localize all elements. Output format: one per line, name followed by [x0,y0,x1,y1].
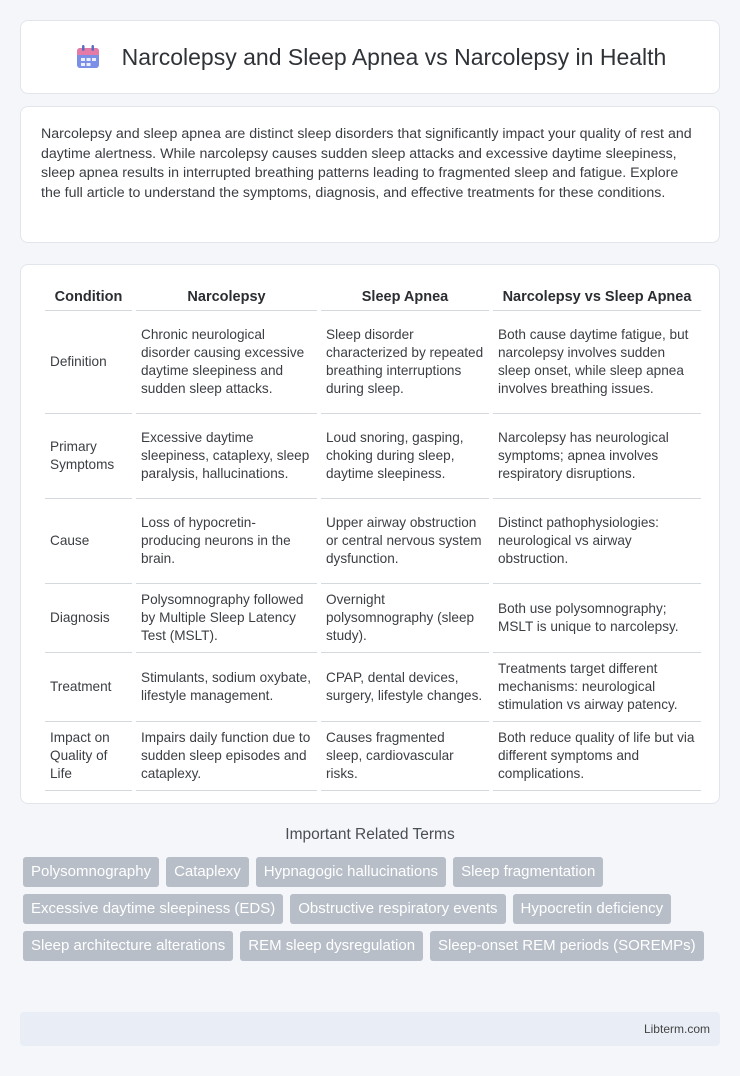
table-row [45,584,701,653]
column-header: Narcolepsy vs Sleep Apnea [493,285,701,311]
row-label: Treatment [45,653,132,722]
table-cell: Loss of hypocretin-producing neurons in the brain. [136,499,317,584]
column-header: Condition [45,285,132,311]
table-cell: Chronic neurological disorder causing excessive daytime sleepiness and sudden sleep attacks. [136,311,317,414]
table-cell: Sleep disorder characterized by repeated breathing interruptions during sleep. [321,311,489,414]
table-cell: Both use polysomnography; MSLT is unique to narcolepsy. [493,584,701,653]
comparison-table-card [20,264,720,804]
table-cell: Causes fragmented sleep, cardiovascular risks. [321,722,489,791]
table-cell: Narcolepsy has neurological symptoms; apnea involves respiratory disruptions. [493,414,701,499]
page-title: Narcolepsy and Sleep Apnea vs Narcolepsy in Health [121,43,667,70]
footer-site-link[interactable]: Libterm.com [643,1022,710,1036]
table-cell: Treatments target different mechanisms: neurological stimulation vs airway patency. [493,653,701,722]
related-term-tag[interactable]: REM sleep dysregulation [240,931,423,961]
row-label: Impact on Quality of Life [45,722,132,791]
table-cell: Excessive daytime sleepiness, cataplexy, sleep paralysis, hallucinations. [136,414,317,499]
table-cell: Both cause daytime fatigue, but narcolepsy involves sudden sleep onset, while sleep apnea involves breathing issues. [493,311,701,414]
row-label: Definition [45,311,132,414]
column-header: Sleep Apnea [321,285,489,311]
table-row [45,499,701,584]
table-cell: Polysomnography followed by Multiple Sleep Latency Test (MSLT). [136,584,317,653]
related-term-tag[interactable]: Sleep architecture alterations [23,931,233,961]
table-cell: Upper airway obstruction or central nervous system dysfunction. [321,499,489,584]
table-cell: Loud snoring, gasping, choking during sleep, daytime sleepiness. [321,414,489,499]
table-row [45,311,701,414]
footer [20,1012,720,1046]
table-cell: Distinct pathophysiologies: neurological vs airway obstruction. [493,499,701,584]
related-term-tag[interactable]: Polysomnography [23,857,159,887]
row-label: Diagnosis [45,584,132,653]
table-header-row [45,285,701,311]
table-row [45,653,701,722]
related-terms-list [23,857,723,961]
related-term-tag[interactable]: Sleep-onset REM periods (SOREMPs) [430,931,704,961]
row-label: Cause [45,499,132,584]
intro-text: Narcolepsy and sleep apnea are distinct sleep disorders that significantly impact your quality of rest and daytime alertness. While narcolepsy causes sudden sleep attacks and excessive daytime sleepiness, sleep apnea results in interrupted breathing patterns leading to fragmented sleep and fatigue. Explore the full article to understand the symptoms, diagnosis, and effective treatments for these conditions. [41,126,692,201]
table-row [45,414,701,499]
header-card [20,20,720,94]
related-term-tag[interactable]: Obstructive respiratory events [290,894,505,924]
column-header: Narcolepsy [136,285,317,311]
table-row [45,722,701,791]
table-cell: CPAP, dental devices, surgery, lifestyle changes. [321,653,489,722]
calendar-icon [74,43,102,71]
table-cell: Both reduce quality of life but via different symptoms and complications. [493,722,701,791]
related-term-tag[interactable]: Cataplexy [166,857,249,887]
table-cell: Stimulants, sodium oxybate, lifestyle management. [136,653,317,722]
related-terms-title: Important Related Terms [285,826,455,843]
related-term-tag[interactable]: Hypnagogic hallucinations [256,857,446,887]
row-label: Primary Symptoms [45,414,132,499]
comparison-table [41,285,705,791]
related-term-tag[interactable]: Hypocretin deficiency [513,894,672,924]
related-term-tag[interactable]: Excessive daytime sleepiness (EDS) [23,894,283,924]
related-term-tag[interactable]: Sleep fragmentation [453,857,603,887]
table-cell: Overnight polysomnography (sleep study). [321,584,489,653]
intro-card [20,106,720,243]
table-cell: Impairs daily function due to sudden sleep episodes and cataplexy. [136,722,317,791]
